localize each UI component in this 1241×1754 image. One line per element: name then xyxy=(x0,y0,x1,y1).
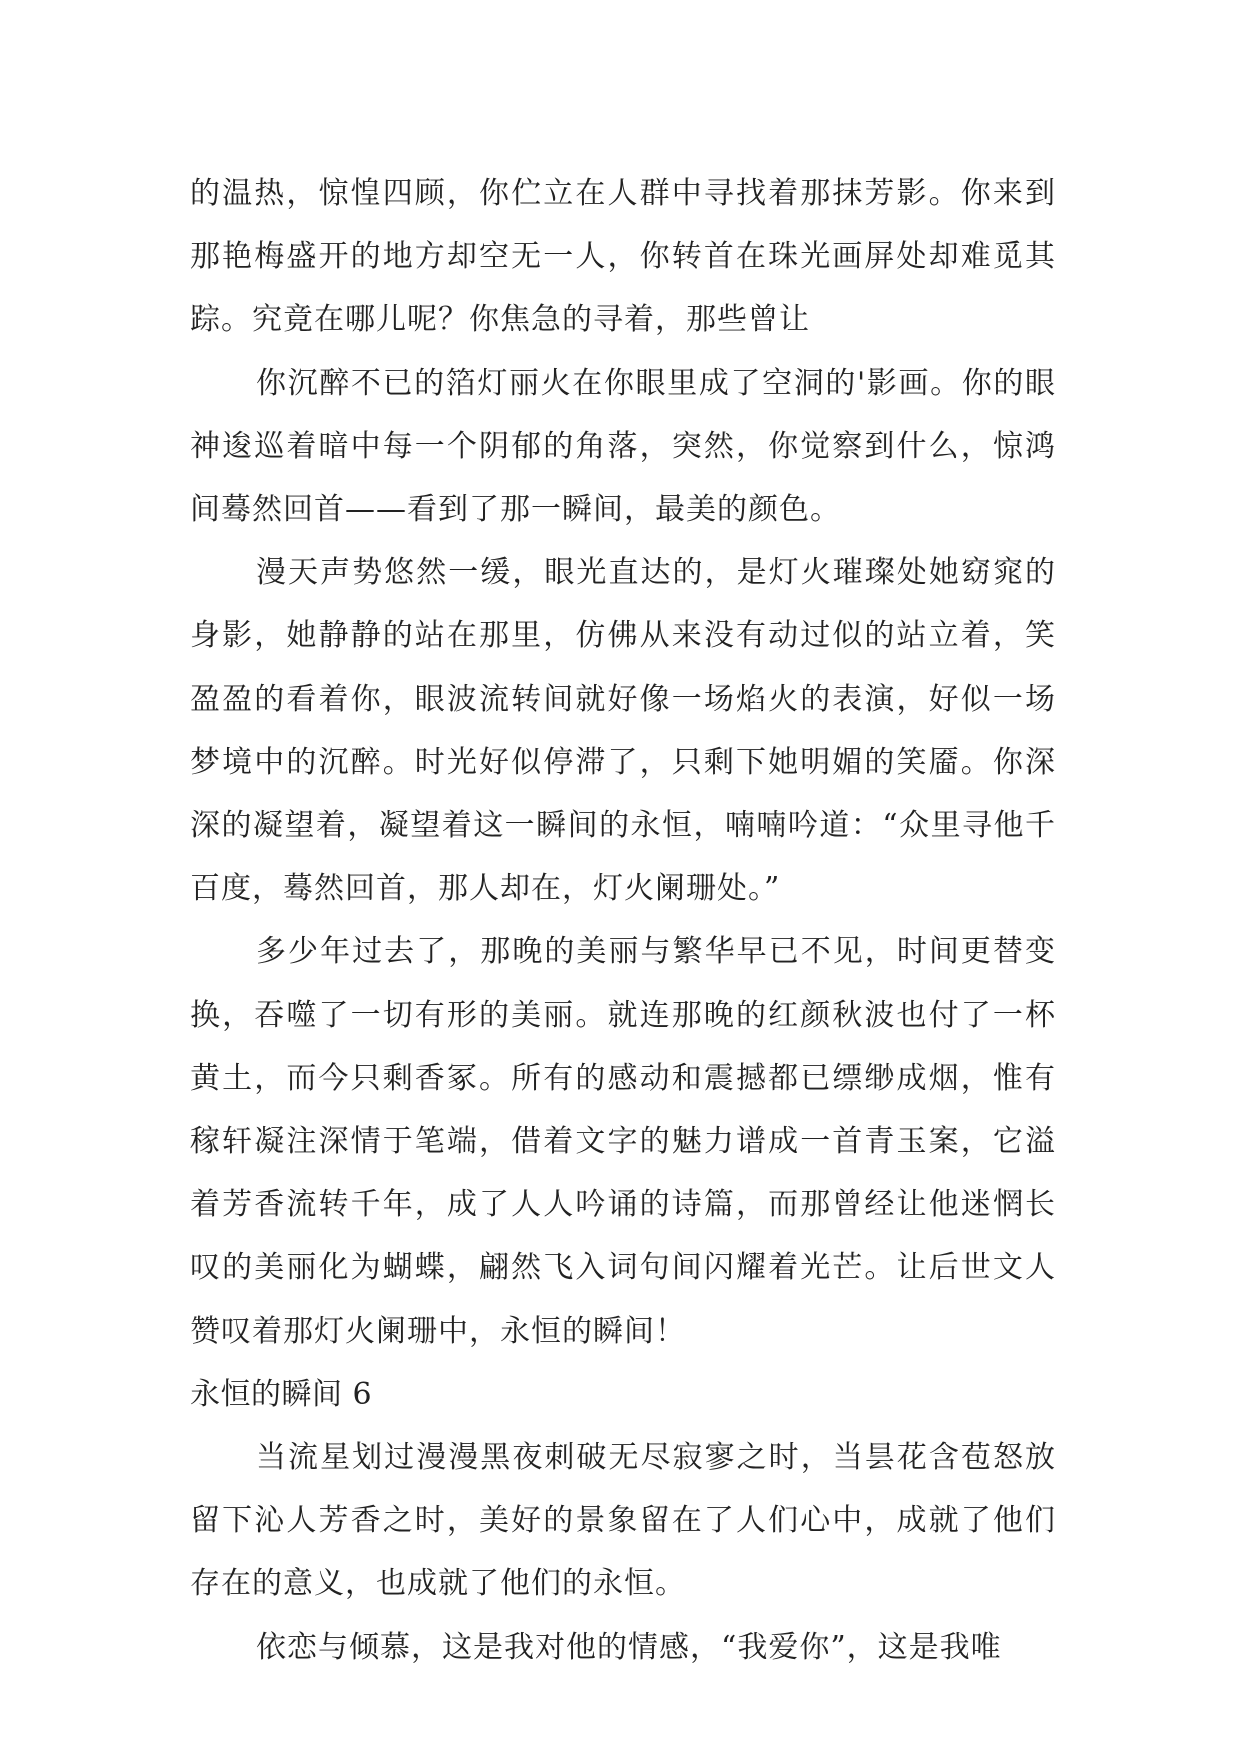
document-body xyxy=(190,162,1056,1679)
paragraph-5: 当流星划过漫漫黑夜刺破无尽寂寥之时，当昙花含苞怒放留下沁人芳香之时，美好的景象留在了人们心中，成就了他们存在的意义，也成就了他们的永恒。 xyxy=(190,1440,1056,1602)
section-heading: 永恒的瞬间 6 xyxy=(190,1376,373,1412)
paragraph-3: 漫天声势悠然一缓，眼光直达的，是灯火璀璨处她窈窕的身影，她静静的站在那里，仿佛从来没有动过似的站立着，笑盈盈的看着你，眼波流转间就好像一场焰火的表演，好似一场梦境中的沉醉。时光好似停滞了，只剩下她明媚的笑靥。你深深的凝望着，凝望着这一瞬间的永恒，喃喃吟道：“众里寻他千百度，蓦然回首，那人却在，灯火阑珊处。” xyxy=(190,555,1056,907)
paragraph-6: 依恋与倾慕，这是我对他的情感，“我爱你”，这是我唯 xyxy=(256,1629,1002,1665)
paragraph-2: 你沉醉不已的箔灯丽火在你眼里成了空洞的'影画。你的眼神逡巡着暗中每一个阴郁的角落，突然，你觉察到什么，惊鸿间蓦然回首——看到了那一瞬间，最美的颜色。 xyxy=(190,365,1056,528)
paragraph-4: 多少年过去了，那晚的美丽与繁华早已不见，时间更替变换，吞噬了一切有形的美丽。就连那晚的红颜秋波也付了一杯黄土，而今只剩香冢。所有的感动和震撼都已缥缈成烟，惟有稼轩凝注深情于笔端，借着文字的魅力谱成一首青玉案，它溢着芳香流转千年，成了人人吟诵的诗篇，而那曾经让他迷惘长叹的美丽化为蝴蝶，翩然飞入词句间闪耀着光芒。让后世文人赞叹着那灯火阑珊中，永恒的瞬间！ xyxy=(190,934,1056,1349)
paragraph-1: 的温热，惊惶四顾，你伫立在人群中寻找着那抹芳影。你来到那艳梅盛开的地方却空无一人，你转首在珠光画屏处却难觅其踪。究竟在哪儿呢？你焦急的寻着，那些曾让 xyxy=(190,176,1056,338)
